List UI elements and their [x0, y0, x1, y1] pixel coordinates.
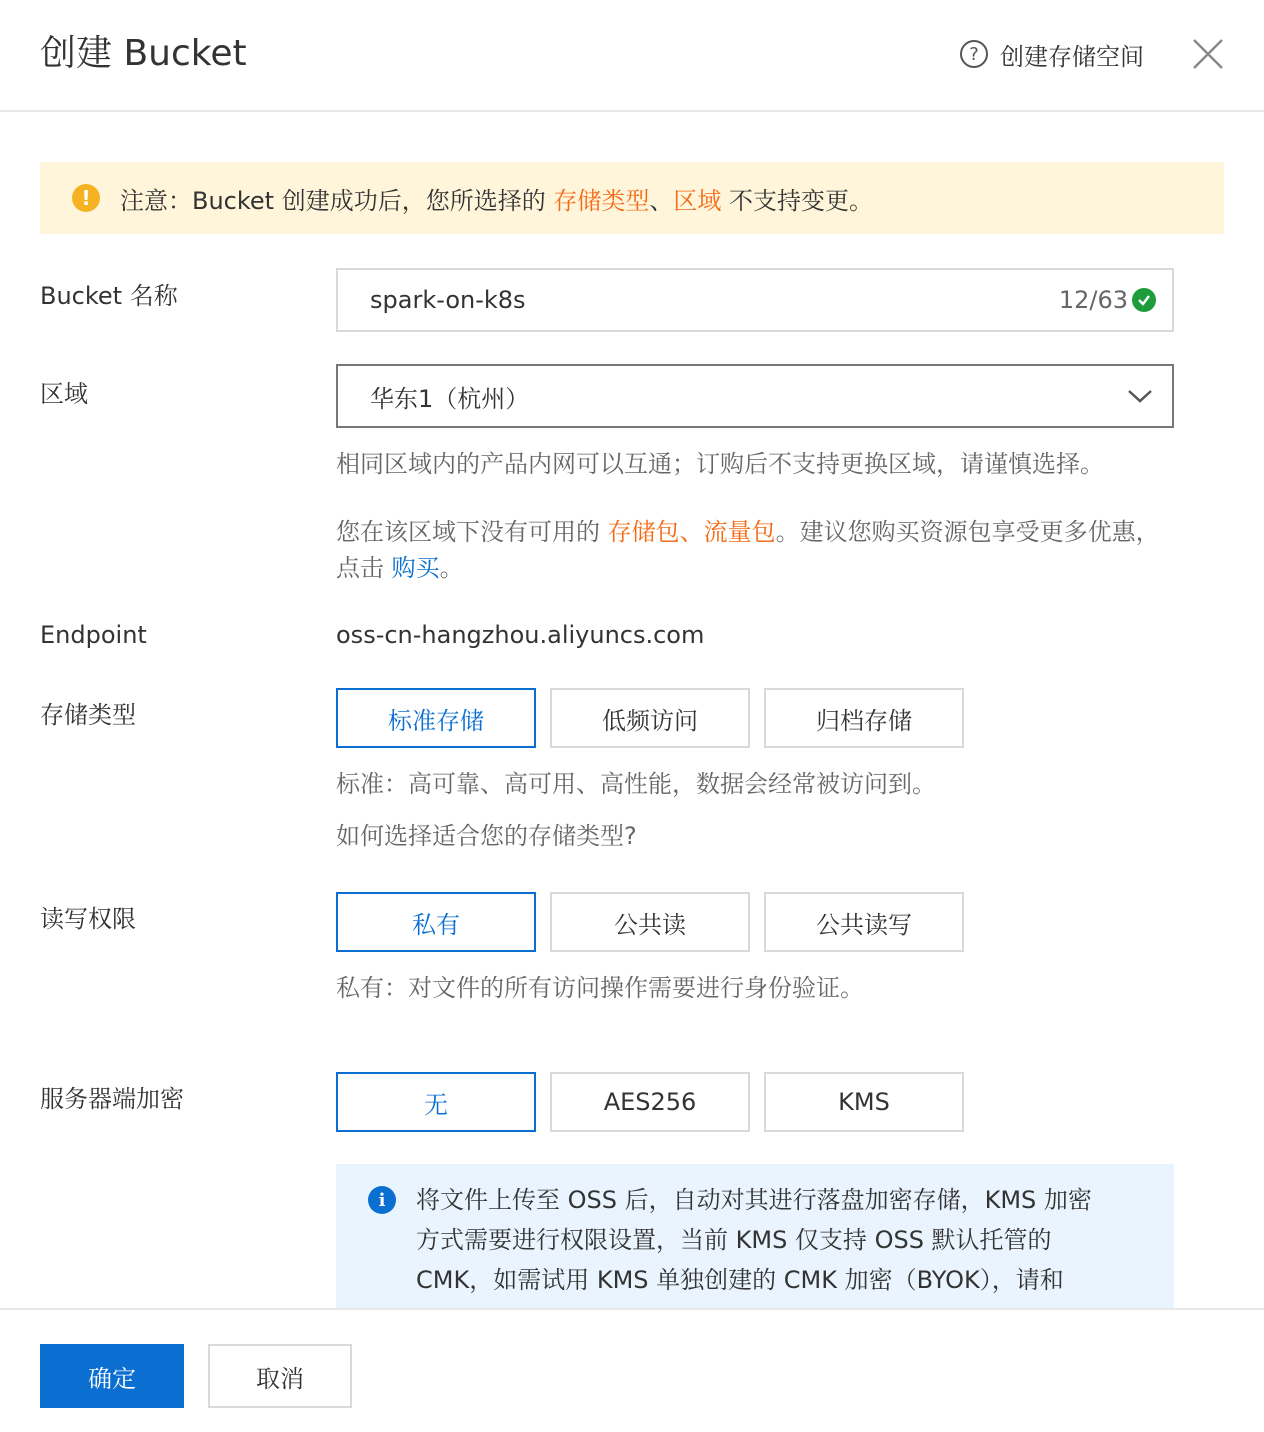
storage-option-ia[interactable]: 低频访问: [550, 688, 750, 748]
cancel-button[interactable]: 取消: [208, 1344, 352, 1408]
help-label: 创建存储空间: [1000, 42, 1144, 71]
notice-prefix: 注意：Bucket 创建成功后，您所选择的: [120, 186, 554, 215]
encryption-option-aes256[interactable]: AES256: [550, 1072, 750, 1132]
notice-text: [120, 181, 873, 216]
acl-option-public-read[interactable]: 公共读: [550, 892, 750, 952]
exclamation-icon: !: [72, 184, 100, 212]
endpoint-value: oss-cn-hangzhou.aliyuncs.com: [336, 621, 705, 649]
resource-hint-line1: [336, 514, 1160, 550]
notice-storage-class: 存储类型: [553, 186, 650, 215]
char-counter: 12/63: [1058, 286, 1128, 314]
resource-hint-line2: [336, 550, 464, 586]
encryption-info-text: [416, 1180, 1136, 1300]
buy-suffix: 。: [439, 554, 464, 582]
close-icon[interactable]: [1188, 34, 1228, 74]
bucket-name-input[interactable]: [338, 286, 1059, 314]
notice-suffix: 不支持变更。: [721, 186, 873, 215]
storage-class-hint: 标准：高可靠、高可用、高性能，数据会经常被访问到。: [336, 770, 936, 798]
acl-option-public-read-write[interactable]: 公共读写: [764, 892, 964, 952]
resource-hint-prefix: 您在该区域下没有可用的: [336, 518, 608, 546]
region-select[interactable]: [336, 364, 1174, 428]
confirm-button[interactable]: 确定: [40, 1344, 184, 1408]
region-label: 区域: [40, 380, 88, 408]
encryption-info-box: [336, 1164, 1174, 1308]
storage-class-label: 存储类型: [40, 701, 136, 729]
info-line: CMK，如需试用 KMS 单独创建的 CMK 加密（BYOK），请和: [416, 1266, 1064, 1294]
chevron-down-icon: [1126, 388, 1154, 404]
storage-class-help-link[interactable]: 如何选择适合您的存储类型?: [336, 822, 637, 850]
resource-pack-link[interactable]: 存储包、流量包: [607, 518, 776, 546]
region-selected: 华东1（杭州）: [370, 384, 530, 413]
notice-sep: 、: [649, 186, 674, 215]
region-hint: 相同区域内的产品内网可以互通；订购后不支持更换区域，请谨慎选择。: [336, 450, 1104, 478]
info-line: 将文件上传至 OSS 后，自动对其进行落盘加密存储，KMS 加密: [416, 1186, 1092, 1214]
bucket-name-label: Bucket 名称: [40, 282, 178, 310]
question-circle-icon: ?: [960, 40, 988, 68]
dialog-body: [0, 112, 1264, 1308]
dialog-footer: [0, 1308, 1264, 1432]
encryption-label: 服务器端加密: [40, 1085, 184, 1113]
acl-label: 读写权限: [40, 905, 136, 933]
storage-option-archive[interactable]: 归档存储: [764, 688, 964, 748]
buy-link[interactable]: 购买: [391, 554, 440, 582]
check-circle-icon: [1132, 288, 1156, 312]
acl-option-private[interactable]: 私有: [336, 892, 536, 952]
endpoint-label: Endpoint: [40, 621, 147, 649]
info-line: 方式需要进行权限设置，当前 KMS 仅支持 OSS 默认托管的: [416, 1226, 1052, 1254]
storage-option-standard[interactable]: 标准存储: [336, 688, 536, 748]
help-link[interactable]: [960, 36, 1144, 72]
encryption-option-none[interactable]: 无: [336, 1072, 536, 1132]
dialog-header: [0, 0, 1264, 112]
encryption-option-kms[interactable]: KMS: [764, 1072, 964, 1132]
bucket-name-field[interactable]: [336, 268, 1174, 332]
buy-prefix: 点击: [336, 554, 392, 582]
acl-hint: 私有：对文件的所有访问操作需要进行身份验证。: [336, 974, 864, 1002]
warning-notice: [40, 162, 1224, 234]
dialog-title: 创建 Bucket: [40, 33, 247, 74]
notice-region: 区域: [673, 186, 722, 215]
info-icon: i: [368, 1186, 396, 1214]
resource-hint-suffix: 。建议您购买资源包享受更多优惠，: [775, 518, 1160, 546]
